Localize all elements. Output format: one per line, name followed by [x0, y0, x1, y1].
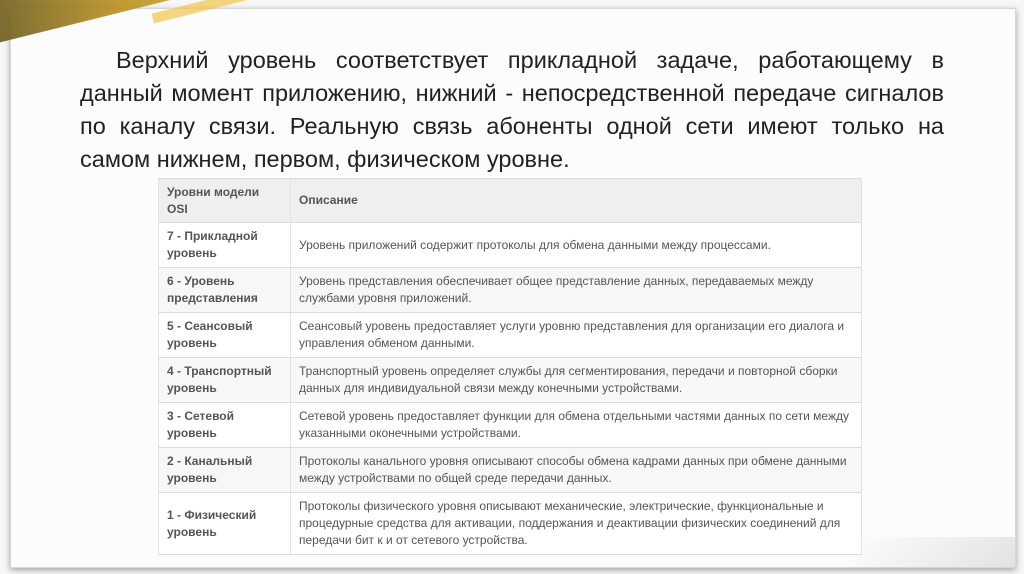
table-row	[159, 313, 862, 358]
description-cell: Протоколы канального уровня описывают способы обмена кадрами данных при обмене данными между устройствами по общей среде передачи данных.	[291, 448, 862, 493]
description-cell: Сеансовый уровень предоставляет услуги уровню представления для организации его диалога и управления обменом данными.	[291, 313, 862, 358]
level-cell: 2 - Канальный уровень	[159, 448, 291, 493]
table-row	[159, 403, 862, 448]
level-cell: 6 - Уровень представления	[159, 268, 291, 313]
level-cell: 7 - Прикладной уровень	[159, 223, 291, 268]
table-row	[159, 223, 862, 268]
decorative-page-curl	[855, 537, 1015, 567]
level-cell: 4 - Транспортный уровень	[159, 358, 291, 403]
description-cell: Уровень представления обеспечивает общее представление данных, передаваемых между службами уровня приложений.	[291, 268, 862, 313]
decorative-corner-band	[0, 0, 270, 43]
column-header-levels: Уровни модели OSI	[159, 179, 291, 223]
level-cell: 3 - Сетевой уровень	[159, 403, 291, 448]
description-cell: Протоколы физического уровня описывают механические, электрические, функциональные и процедурные средства для активации, поддержания и деактивации физических соединений для передачи бит к и от сетевого устройства.	[291, 493, 862, 555]
column-header-description: Описание	[291, 179, 862, 223]
description-cell: Транспортный уровень определяет службы для сегментирования, передачи и повторной сборки данных для индивидуальной связи между конечными устройствами.	[291, 358, 862, 403]
level-cell: 5 - Сеансовый уровень	[159, 313, 291, 358]
decorative-corner-stripe	[152, 0, 271, 23]
osi-model-table	[158, 178, 862, 555]
table-header-row	[159, 179, 862, 223]
description-cell: Уровень приложений содержит протоколы для обмена данными между процессами.	[291, 223, 862, 268]
intro-paragraph: Верхний уровень соответствует прикладной задаче, работающему в данный момент приложению, нижний - непосредственной передаче сигналов по каналу связи. Реальную связь абоненты одной сети имеют только на самом нижнем, первом, физическом уровне.	[80, 47, 944, 172]
level-cell: 1 - Физический уровень	[159, 493, 291, 555]
description-cell: Сетевой уровень предоставляет функции для обмена отдельными частями данных по сети между указанными оконечными устройствами.	[291, 403, 862, 448]
table-row	[159, 493, 862, 555]
table-row	[159, 448, 862, 493]
table-row	[159, 358, 862, 403]
table-row	[159, 268, 862, 313]
